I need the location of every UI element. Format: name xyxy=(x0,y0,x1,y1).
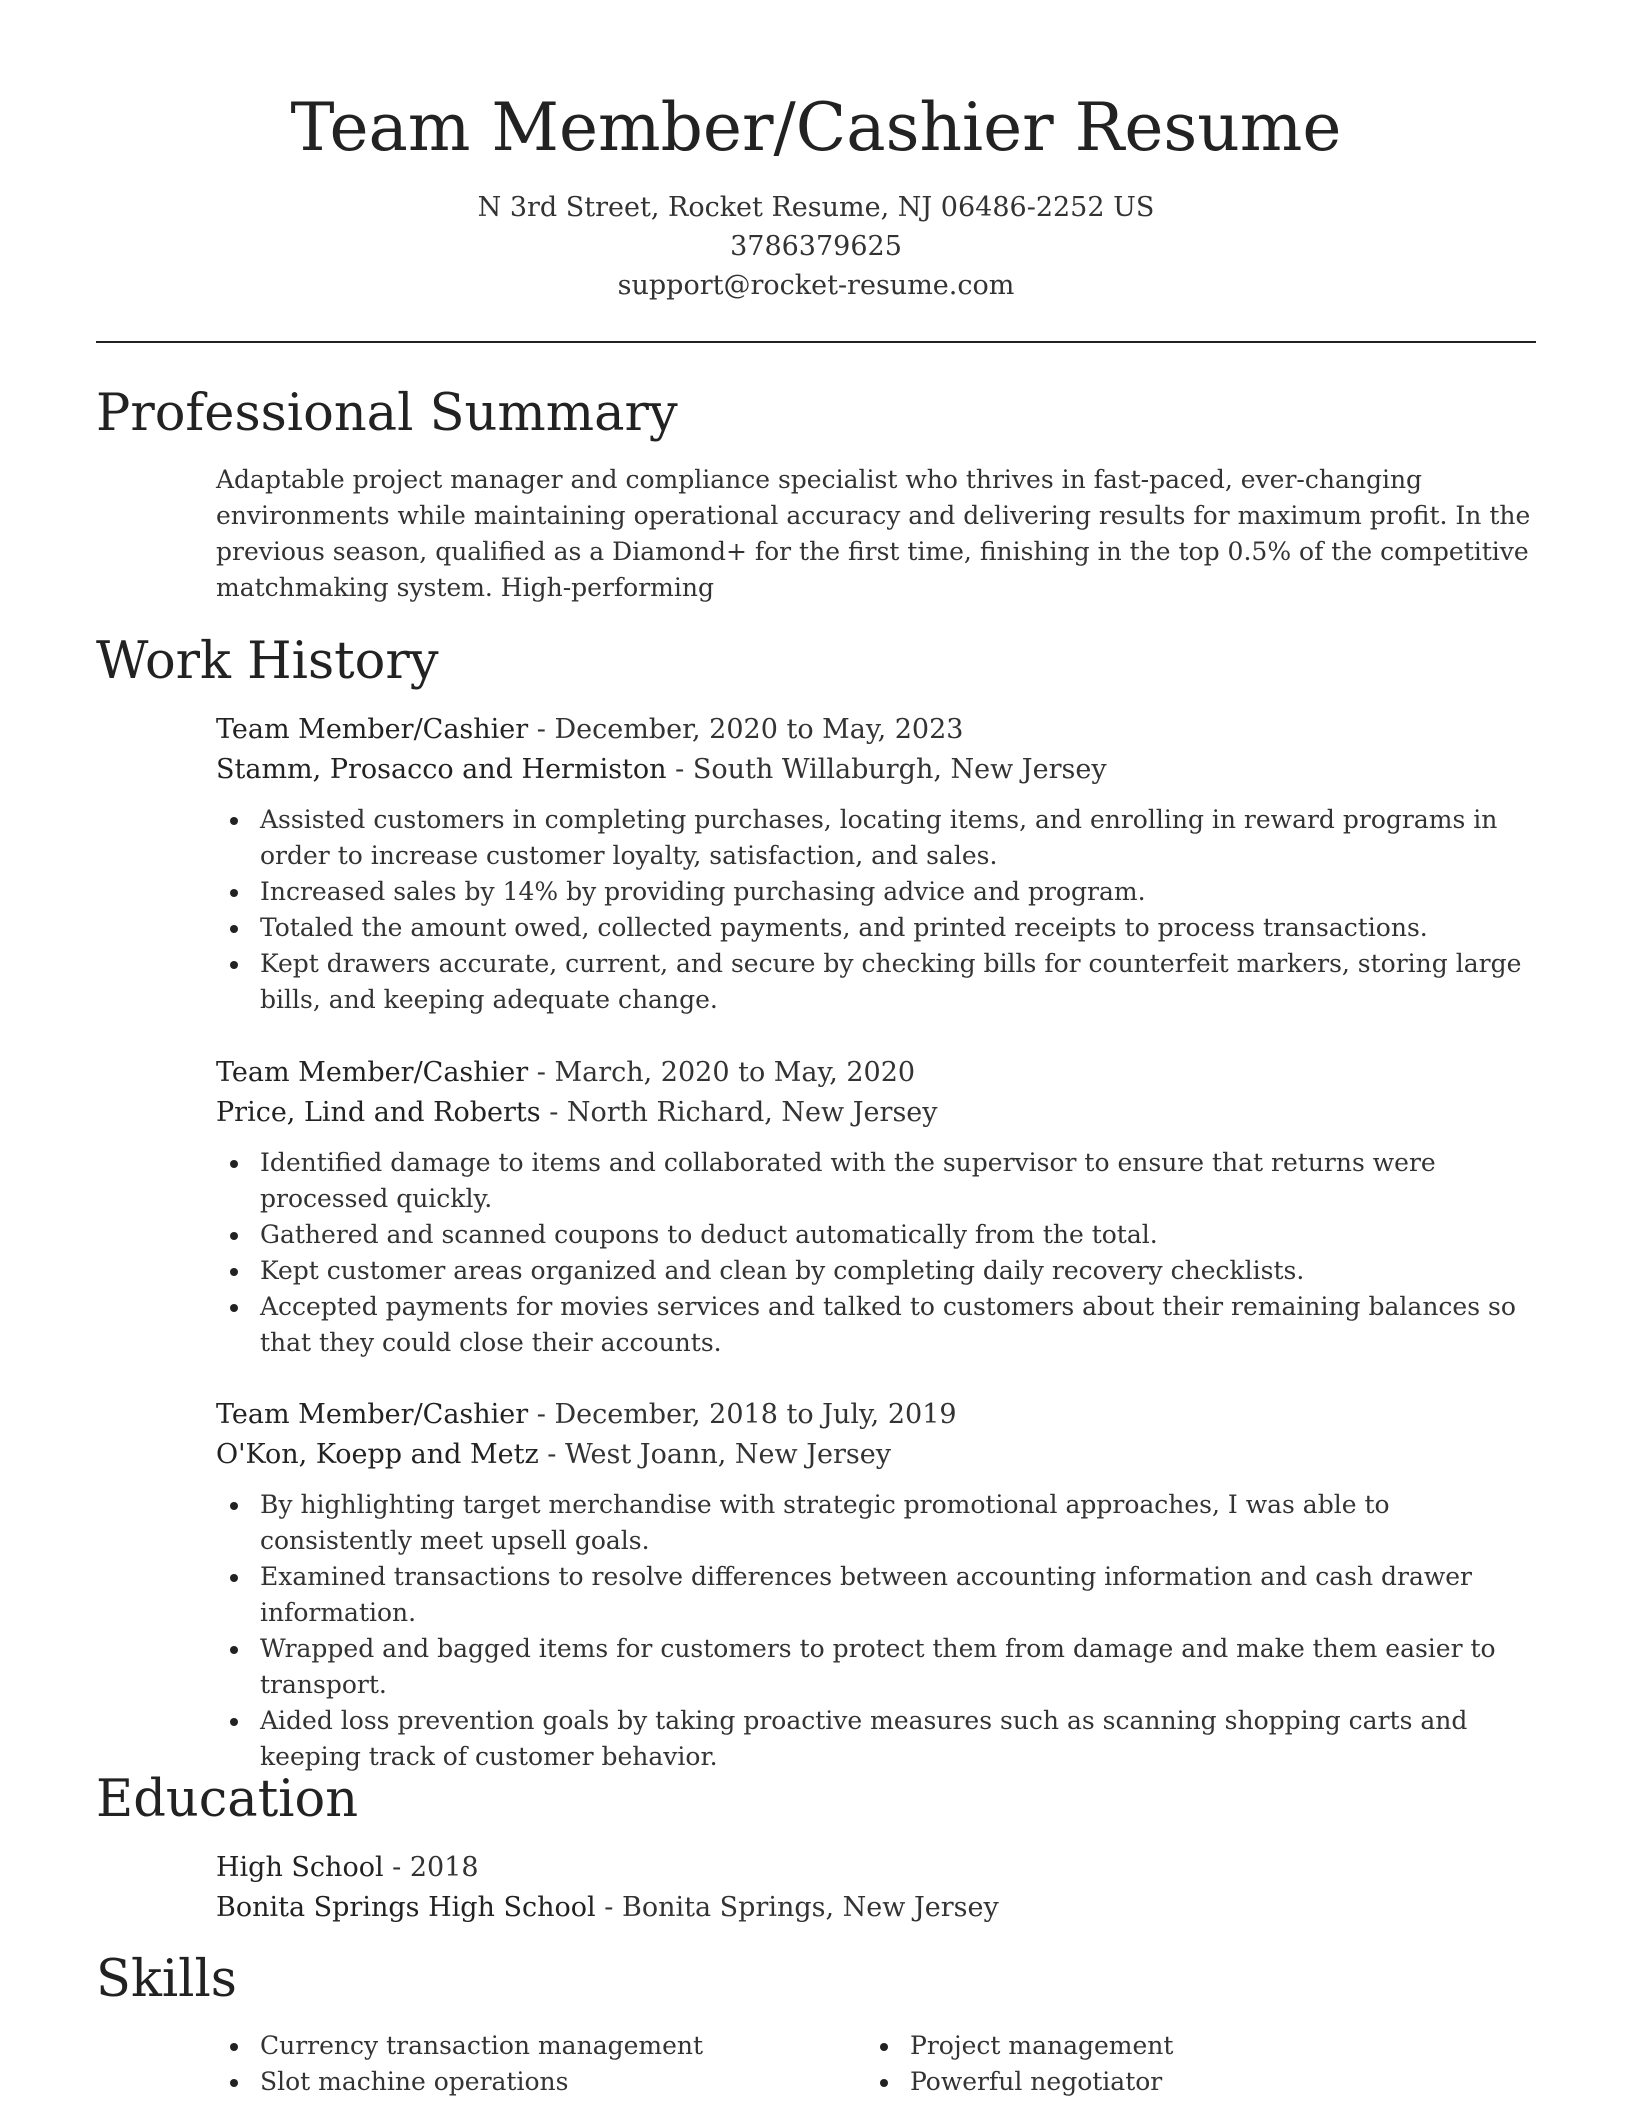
job-duty: Aided loss prevention goals by taking proactive measures such as scanning shopping carts and keeping track of customer behavior. xyxy=(216,1703,1536,1775)
education-entry xyxy=(216,1848,1536,1928)
job-duty: Increased sales by 14% by providing purchasing advice and program. xyxy=(216,874,1536,910)
graduation-year: - 2018 xyxy=(383,1852,479,1883)
job-dates: - March, 2020 to May, 2020 xyxy=(528,1057,916,1088)
job-company: Price, Lind and Roberts xyxy=(216,1097,541,1128)
job-duty: Wrapped and bagged items for customers to protect them from damage and make them easier to transport. xyxy=(216,1631,1536,1703)
job-duty: Assisted customers in completing purchases, locating items, and enrolling in reward programs in order to increase customer loyalty, satisfaction, and sales. xyxy=(216,802,1536,874)
job-duty: Gathered and scanned coupons to deduct automatically from the total. xyxy=(216,1217,1536,1253)
job-title-line xyxy=(216,1395,1536,1435)
header-divider xyxy=(96,341,1536,343)
job-duty: Examined transactions to resolve differences between accounting information and cash drawer information. xyxy=(216,1559,1536,1631)
skills-list xyxy=(216,2028,1536,2100)
job-company-line xyxy=(216,750,1536,790)
job-location: - South Willaburgh, New Jersey xyxy=(666,754,1107,785)
job-title: Team Member/Cashier xyxy=(216,1399,529,1430)
job-duty: Totaled the amount owed, collected payments, and printed receipts to process transactions. xyxy=(216,910,1536,946)
job-duty: Kept customer areas organized and clean by completing daily recovery checklists. xyxy=(216,1253,1536,1289)
education-heading: Education xyxy=(96,1770,359,1829)
work-history-heading: Work History xyxy=(96,632,439,691)
skills-column-right xyxy=(866,2028,1516,2100)
job-company: O'Kon, Koepp and Metz xyxy=(216,1439,539,1470)
job-entry-3 xyxy=(216,1395,1536,1775)
contact-email: support@rocket-resume.com xyxy=(617,270,1015,301)
job-title-line xyxy=(216,1053,1536,1093)
job-entry-2 xyxy=(216,1053,1536,1361)
skills-column-left xyxy=(216,2028,866,2100)
job-duty: Identified damage to items and collaborated with the supervisor to ensure that returns were processed quickly. xyxy=(216,1145,1536,1217)
contact-block xyxy=(96,188,1536,305)
job-title: Team Member/Cashier xyxy=(216,1057,529,1088)
job-duty: Accepted payments for movies services and talked to customers about their remaining balances so that they could close their accounts. xyxy=(216,1289,1536,1361)
job-company-line xyxy=(216,1435,1536,1475)
contact-phone: 3786379625 xyxy=(730,231,902,262)
skill-item: Powerful negotiator xyxy=(866,2064,1516,2100)
school-name: Bonita Springs High School xyxy=(216,1892,596,1923)
job-company: Stamm, Prosacco and Hermiston xyxy=(216,754,667,785)
job-location: - West Joann, New Jersey xyxy=(538,1439,892,1470)
job-duty: By highlighting target merchandise with strategic promotional approaches, I was able to consistently meet upsell goals. xyxy=(216,1487,1536,1559)
skills-heading: Skills xyxy=(96,1950,237,2009)
job-duties-list xyxy=(216,1487,1536,1775)
job-duties-list xyxy=(216,1145,1536,1361)
degree-line xyxy=(216,1848,1536,1888)
school-location: - Bonita Springs, New Jersey xyxy=(595,1892,999,1923)
job-entry-1 xyxy=(216,710,1536,1018)
job-location: - North Richard, New Jersey xyxy=(540,1097,938,1128)
job-dates: - December, 2020 to May, 2023 xyxy=(528,714,964,745)
job-title-line xyxy=(216,710,1536,750)
job-title: Team Member/Cashier xyxy=(216,714,529,745)
contact-address: N 3rd Street, Rocket Resume, NJ 06486-2252 US xyxy=(477,192,1155,223)
degree: High School xyxy=(216,1852,384,1883)
skill-item: Currency transaction management xyxy=(216,2028,866,2064)
job-duties-list xyxy=(216,802,1536,1018)
skill-item: Slot machine operations xyxy=(216,2064,866,2100)
job-company-line xyxy=(216,1093,1536,1133)
summary-heading: Professional Summary xyxy=(96,384,678,443)
job-dates: - December, 2018 to July, 2019 xyxy=(528,1399,957,1430)
page-title: Team Member/Cashier Resume xyxy=(290,89,1342,166)
school-line xyxy=(216,1888,1536,1928)
skill-item: Project management xyxy=(866,2028,1516,2064)
resume-header xyxy=(96,80,1536,305)
summary-text: Adaptable project manager and compliance specialist who thrives in fast-paced, ever-changing environments while maintaining operational accuracy and delivering results for maximum profit. In the previous season, qualified as a Diamond+ for the first time, finishing in the top 0.5% of the competitive matchmaking system. High-performing xyxy=(216,465,1531,602)
job-duty: Kept drawers accurate, current, and secure by checking bills for counterfeit markers, storing large bills, and keeping adequate change. xyxy=(216,946,1536,1018)
